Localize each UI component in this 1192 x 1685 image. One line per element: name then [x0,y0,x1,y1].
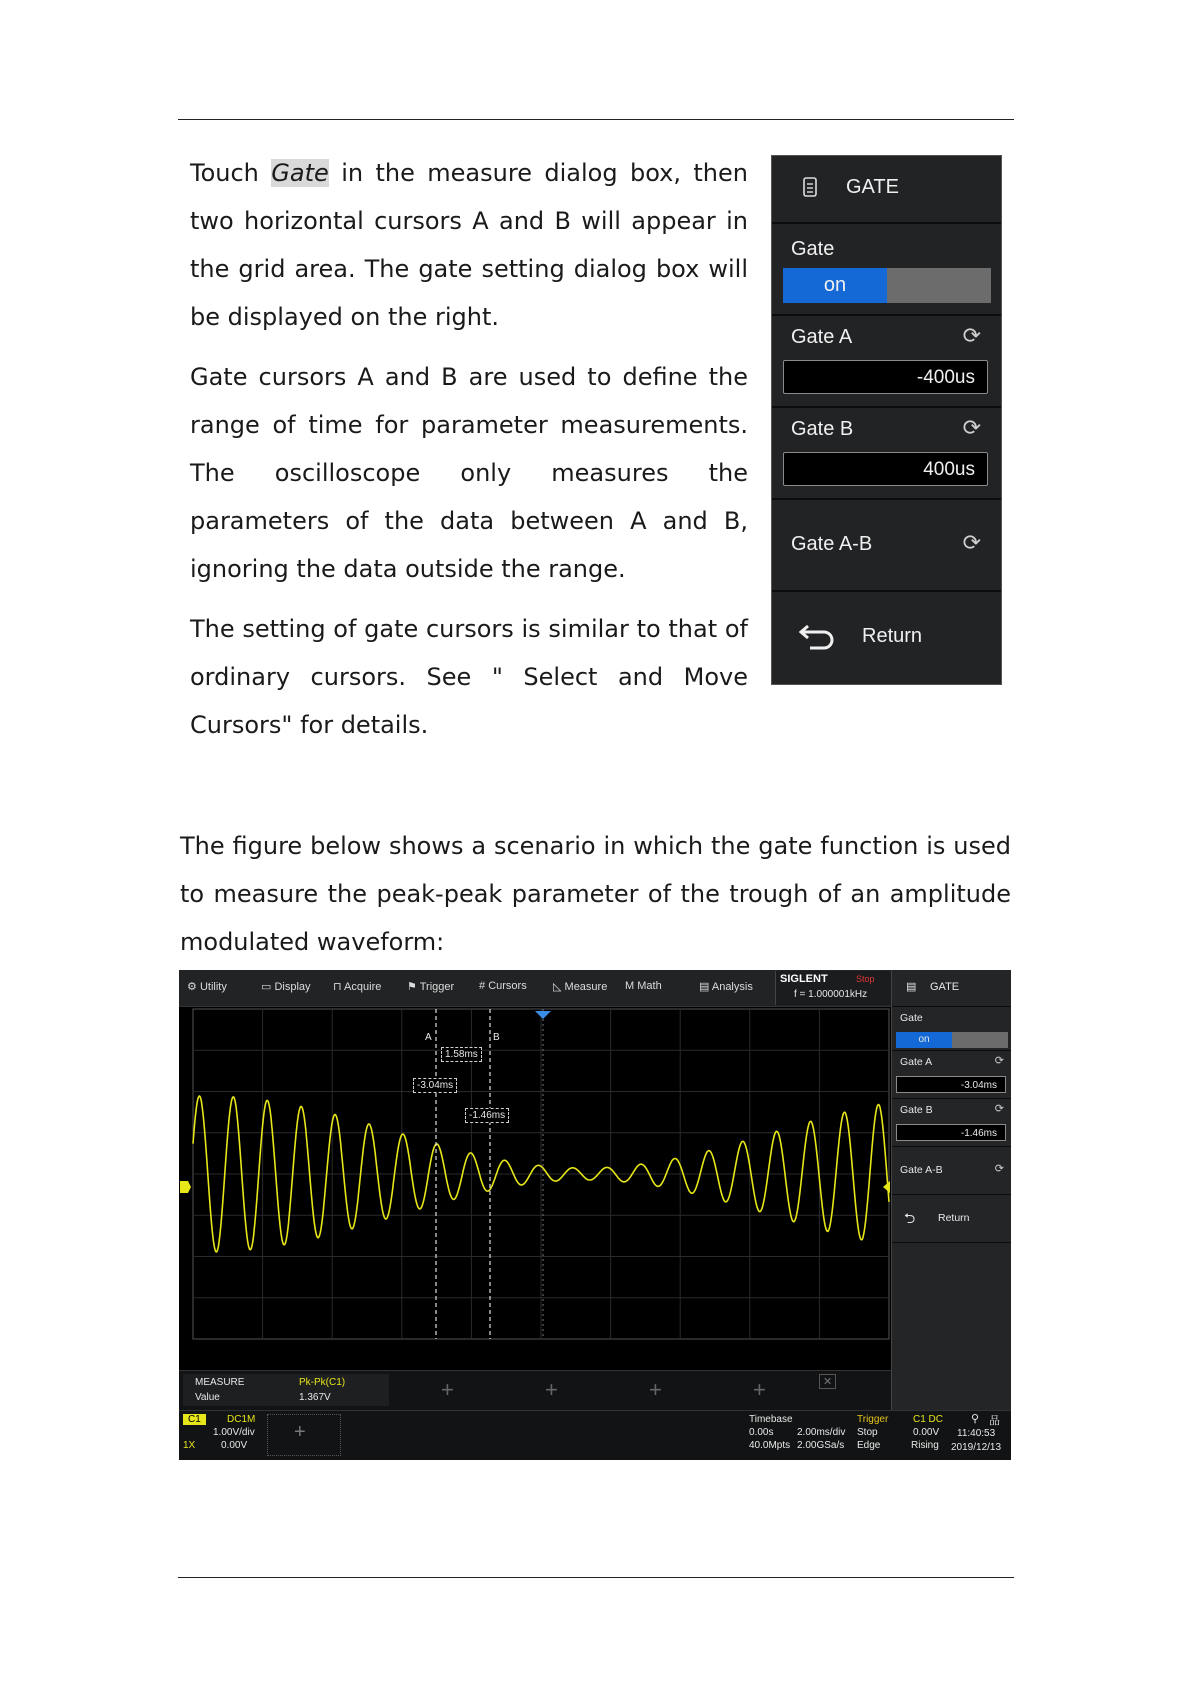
timebase-rate: 2.00GSa/s [797,1440,845,1451]
add-measure-slot-4[interactable]: + [753,1377,766,1402]
p1-text-after: in the measure dialog box, then two horizontal cursors A and B will appear in the grid area. The gate setting dialog box will be displayed on the right. [190,159,748,331]
scope-gate-label: Gate [900,1012,923,1024]
scope-gate-toggle-row[interactable] [892,1006,1011,1051]
add-measure-slot-3[interactable]: + [649,1377,662,1402]
channel-offset-marker [180,1181,191,1193]
brand-logo: SIGLENT [780,973,828,985]
network-icon: 品 [989,1415,1000,1427]
clock-time: 11:40:53 [957,1428,996,1439]
gate-a-value[interactable]: -400us [783,360,988,394]
timebase-points: 40.0Mpts [749,1440,791,1451]
menu-analysis[interactable]: ▤ Analysis [699,981,753,993]
menu-display[interactable]: ▭ Display [261,981,311,993]
scope-gate-toggle-on: on [896,1032,952,1048]
timebase-scale: 2.00ms/div [797,1427,846,1438]
scope-gate-a-value[interactable]: -3.04ms [896,1076,1006,1093]
menu-acquire[interactable]: ⊓ Acquire [333,981,382,993]
gate-ab-row[interactable] [772,498,1001,592]
scope-gate-ab-row[interactable] [892,1146,1011,1195]
scope-gate-menu [891,970,1011,1410]
gate-b-label: Gate B [791,418,854,440]
timebase-label: Timebase [749,1414,793,1425]
cursor-a-label: A [425,1032,432,1043]
scope-gate-b-refresh-icon[interactable]: ⟳ [994,1103,1004,1115]
scope-gate-toggle[interactable] [896,1032,1008,1048]
add-measure-slot-1[interactable]: + [441,1377,454,1402]
cursor-delta-label: 1.58ms [441,1047,482,1062]
channel-scale: 1.00V/div [213,1427,255,1438]
return-row[interactable] [772,590,1001,682]
gate-b-refresh-icon[interactable]: ⟳ [962,415,981,440]
scope-menu-bar [179,970,891,1007]
clock-date: 2019/12/13 [951,1442,1002,1453]
status-bar [179,1410,1011,1460]
usb-icon: ⚲ [971,1413,980,1425]
run-state: Stop [856,974,875,984]
header-rule [178,119,1014,120]
timebase-box[interactable] [747,1414,851,1454]
channel-coupling: DC1M [227,1414,256,1425]
measure-icon: ◺ [553,981,562,993]
scope-gate-b-label: Gate B [900,1104,933,1116]
channel-1-box[interactable] [183,1414,257,1454]
paragraph-gate-touch [190,149,748,341]
return-label: Return [862,625,923,647]
scope-gate-header [892,970,1011,1007]
scope-return-row[interactable] [892,1194,1011,1243]
cursor-a-time-label: -3.04ms [413,1078,457,1093]
cursor-b-time-label: -1.46ms [465,1108,509,1123]
trigger-slope: Rising [911,1440,939,1451]
trigger-position-marker [535,1011,551,1019]
trigger-type: Edge [857,1440,881,1451]
add-channel-box[interactable] [267,1414,341,1456]
timebase-delay: 0.00s [749,1427,774,1438]
trigger-source: C1 DC [913,1414,944,1425]
gate-ab-label: Gate A-B [791,533,873,555]
math-icon: M [625,980,635,992]
scope-menu-doc-icon: ▤ [906,981,917,993]
gate-ab-refresh-icon[interactable]: ⟳ [962,530,981,555]
scope-gate-title: GATE [930,981,960,993]
channel-probe: 1X [183,1440,196,1451]
display-icon: ▭ [261,981,272,993]
oscilloscope-screen [179,970,1011,1460]
channel-offset: 0.00V [221,1440,248,1451]
analysis-icon: ▤ [699,981,710,993]
gate-a-row[interactable] [772,314,1001,408]
measure-title: MEASURE [195,1377,245,1388]
acquire-icon: ⊓ [333,981,342,993]
menu-trigger[interactable]: ⚑ Trigger [407,981,455,993]
scope-gate-ab-label: Gate A-B [900,1164,943,1176]
scope-return-icon: ⮌ [904,1210,916,1226]
paragraph-gate-cursors: Gate cursors A and B are used to define the range of time for parameter measurements. The oscilloscope only measures the parameters of the data between A and B, ignoring the data outside the range. [190,363,748,583]
gate-menu-panel [771,155,1002,685]
gate-b-value[interactable]: 400us [783,452,988,486]
return-icon [798,620,838,657]
gate-menu-header [772,156,1001,224]
menu-utility[interactable]: ⚙ Utility [187,981,227,993]
scope-gate-b-row[interactable] [892,1098,1011,1147]
gate-label: Gate [791,238,835,260]
menu-math[interactable]: M Math [625,980,662,992]
cursors-icon: # [479,980,486,992]
scope-gate-a-label: Gate A [900,1056,933,1068]
gate-toggle-row[interactable] [772,222,1001,316]
channel-name: C1 [183,1414,206,1425]
trigger-box[interactable] [855,1414,943,1454]
paragraph-figure-intro: The figure below shows a scenario in which the gate function is used to measure the peak-peak parameter of the trough of an amplitude modulated waveform: [180,832,1011,956]
close-measure-icon[interactable]: ✕ [819,1374,836,1389]
siglent-logo-box [775,971,892,1005]
gate-a-refresh-icon[interactable]: ⟳ [962,323,981,348]
gate-a-label: Gate A [791,326,853,348]
scope-gate-b-value[interactable]: -1.46ms [896,1124,1006,1141]
menu-cursors[interactable]: # Cursors [479,980,527,992]
waveform-area [179,1007,891,1370]
flag-icon: ⚑ [407,981,417,993]
add-measure-slot-2[interactable]: + [545,1377,558,1402]
measure-param: Pk-Pk(C1) [299,1377,346,1388]
gate-toggle-on: on [783,268,887,303]
measure-value-label: Value [195,1392,220,1403]
footer-rule [178,1577,1014,1578]
measure-value: 1.367V [299,1392,331,1403]
gear-icon: ⚙ [187,981,197,993]
trigger-label: Trigger [857,1414,889,1425]
scope-gate-ab-refresh-icon[interactable]: ⟳ [994,1163,1004,1175]
trigger-frequency: f = 1.000001kHz [794,989,868,1000]
gate-toggle[interactable] [783,268,991,303]
trigger-level-marker [883,1181,890,1193]
menu-doc-icon [802,176,818,203]
scope-return-label: Return [938,1212,970,1224]
trigger-level: 0.00V [913,1427,940,1438]
gate-menu-title: GATE [846,176,899,198]
add-channel-icon: + [294,1421,306,1443]
measure-table[interactable] [183,1374,389,1406]
menu-measure[interactable]: ◺ Measure [553,981,608,993]
paragraph-gate-setting: The setting of gate cursors is similar to that of ordinary cursors. See " Select and Move Cursors" for details. [190,615,748,739]
gate-b-row[interactable] [772,406,1001,500]
scope-gate-a-row[interactable] [892,1050,1011,1099]
cursor-b-label: B [493,1032,500,1043]
trigger-mode: Stop [857,1427,878,1438]
scope-gate-a-refresh-icon[interactable]: ⟳ [994,1055,1004,1067]
gate-highlight: Gate [271,159,329,187]
p1-text-before: Touch [190,159,272,187]
measure-bar [179,1370,891,1411]
